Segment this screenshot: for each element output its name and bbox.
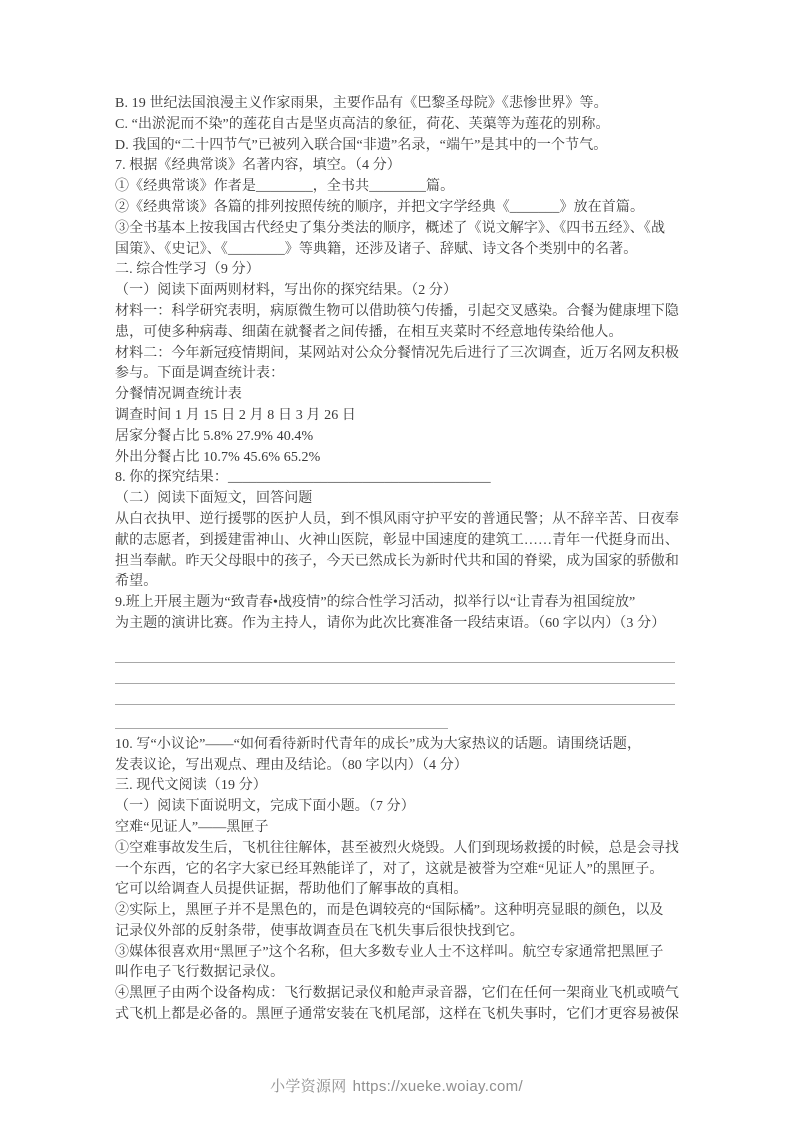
paragraph-3-line-2: 叫作电子飞行数据记录仪。	[115, 965, 285, 981]
section-heading-3: 三. 现代文阅读（19 分）	[115, 778, 267, 794]
answer-line	[115, 705, 448, 729]
table-title: 分餐情况调查统计表	[115, 387, 242, 403]
paragraph-4-line-1: ④黑匣子由两个设备构成：飞行数据记录仪和舱声录音器，它们在任何一架商业飞机或喷气	[115, 986, 679, 1002]
question-7-blank-3: ③全书基本上按我国古代经史了集分类法的顺序，概述了《说文解字》、《四书五经》、《战	[115, 220, 666, 236]
passage-line-3: 担当奉献。昨天父母眼中的孩子，今天已然成长为新时代共和国的脊梁，成为国家的骄傲和	[115, 553, 679, 569]
question-10-line-2: 发表议论，写出观点、理由及结论。（80 字以内）（4 分）	[115, 757, 468, 773]
paragraph-2-line-2: 记录仪外部的反射条带，使事故调查员在飞机失事后很快找到它。	[115, 923, 524, 939]
passage-line-4: 希望。	[115, 574, 158, 590]
paragraph-1-line-2: 一个东西，它的名字大家已经耳熟能详了，对了，这就是被誉为空难“见证人”的黑匣子。	[115, 861, 664, 877]
choice-option-d: D. 我国的“二十四节气”已被列入联合国“非遗”名录，“端午”是其中的一个节气。	[115, 137, 608, 153]
answer-line	[115, 663, 675, 684]
paragraph-1-line-3: 它可以给调查人员提供证据，帮助他们了解事故的真相。	[115, 882, 468, 898]
footer-watermark	[0, 1075, 793, 1096]
choice-option-c: C. “出淤泥而不染”的莲花自古是坚贞高洁的象征，荷花、芙蕖等为莲花的别称。	[115, 116, 610, 132]
material-2-line-2: 参与。下面是调查统计表：	[115, 366, 285, 382]
question-7-blank-1: ①《经典常谈》作者是________，全书共________篇。	[115, 179, 455, 195]
question-8: 8. 你的探究结果：_____________________________________	[115, 470, 491, 486]
question-9-answer-area	[115, 642, 681, 729]
paragraph-4-line-2: 式飞机上都是必备的。黑匣子通常安装在飞机尾部，这样在飞机失事时，它们才更容易被保	[115, 1007, 679, 1023]
question-7-blank-3-cont: 国策》、《史记》、《________》等典籍，还涉及诸子、辞赋、诗文各个类别中的名著。	[115, 241, 638, 257]
answer-line	[115, 642, 675, 663]
paragraph-3-line-1: ③媒体很喜欢用“黑匣子”这个名称，但大多数专业人士不这样叫。航空专家通常把黑匣子	[115, 944, 664, 960]
choice-option-b: B. 19 世纪法国浪漫主义作家雨果，主要作品有《巴黎圣母院》《悲惨世界》等。	[115, 96, 608, 111]
material-1-line-2: 患，可使多种病毒、细菌在就餐者之间传播，在相互夹菜时不经意地传染给他人。	[115, 324, 623, 340]
question-7: 7. 根据《经典常谈》名著内容，填空。（4 分）	[115, 158, 401, 174]
paragraph-1-line-1: ①空难事故发生后，飞机往往解体，甚至被烈火烧毁。人们到现场救援的时候，总是会寻找	[115, 840, 679, 856]
subsection-heading-3-1: （一）阅读下面说明文，完成下面小题。（7 分）	[115, 799, 415, 815]
reading-passage-title: 空难“见证人”——黑匣子	[115, 819, 269, 835]
material-1-line-1: 材料一：科学研究表明，病原微生物可以借助筷勺传播，引起交叉感染。合餐为健康埋下隐	[115, 303, 679, 319]
table-row-home-dining: 居家分餐占比 5.8% 27.9% 40.4%	[115, 428, 314, 444]
question-7-blank-2: ②《经典常谈》各篇的排列按照传统的顺序，并把文字学经典《_______》放在首篇。	[115, 199, 645, 215]
answer-line	[115, 684, 675, 705]
question-10-line-1: 10. 写“小议论”——“如何看待新时代青年的成长”成为大家热议的话题。请围绕话题，	[115, 736, 642, 752]
exam-text-body	[115, 94, 681, 1026]
question-9-line-1: 9.班上开展主题为“致青春•战疫情”的综合性学习活动，拟举行以“让青春为祖国绽放”	[115, 595, 636, 611]
passage-line-2: 献的志愿者，到援建雷神山、火神山医院，彰显中国速度的建筑工……青年一代挺身而出、	[115, 532, 679, 548]
question-9-line-2: 为主题的演讲比赛。作为主持人，请你为此次比赛准备一段结束语。（60 字以内）（3 分）	[115, 615, 666, 631]
section-heading-2: 二. 综合性学习（9 分）	[115, 262, 260, 278]
material-2-line-1: 材料二：今年新冠疫情期间，某网站对公众分餐情况先后进行了三次调查，近万名网友积极	[115, 345, 679, 361]
passage-line-1: 从白衣执甲、逆行援鄂的医护人员，到不惧风雨守护平安的普通民警；从不辞辛苦、日夜奉	[115, 511, 679, 527]
table-header-row: 调查时间 1 月 15 日 2 月 8 日 3 月 26 日	[115, 407, 356, 423]
subsection-heading-2-1: （一）阅读下面两则材料，写出你的探究结果。（2 分）	[115, 283, 458, 299]
subsection-heading-2-2: （二）阅读下面短文，回答问题	[115, 491, 313, 507]
table-row-outside-dining: 外出分餐占比 10.7% 45.6% 65.2%	[115, 449, 321, 465]
footer-site-name: 小学资源网	[270, 1078, 347, 1095]
paragraph-2-line-1: ②实际上，黑匣子并不是黑色的，而是色调较亮的“国际橘”。这种明亮显眼的颜色，以及	[115, 903, 664, 919]
footer-url: https://xueke.woiay.com/	[352, 1078, 523, 1095]
